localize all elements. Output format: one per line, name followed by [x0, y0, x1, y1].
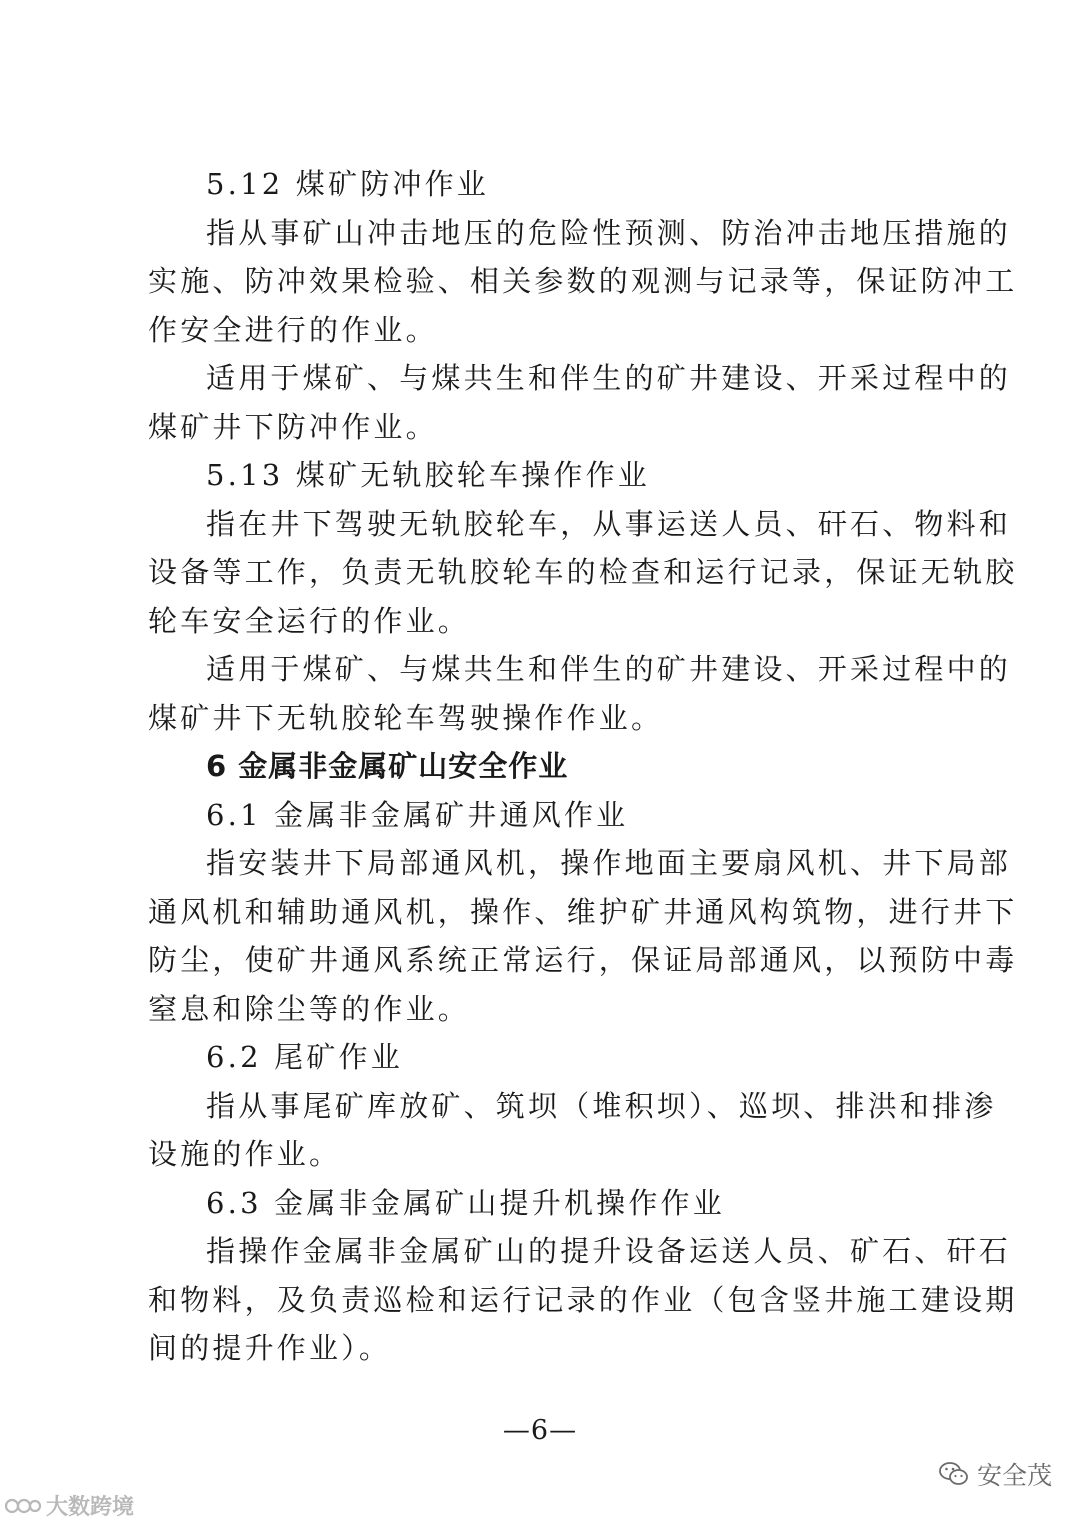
watermark-account-name: 安全茂	[976, 1461, 1052, 1490]
paragraph-line: 轮车安全运行的作业。	[148, 603, 471, 638]
section-6-1-title: 6.1 金属非金属矿井通风作业	[206, 797, 629, 832]
paragraph-line: 指从事矿山冲击地压的危险性预测、防治冲击地压措施的	[206, 215, 1012, 250]
paragraph-line: 指操作金属非金属矿山的提升设备运送人员、矿石、矸石	[206, 1234, 1012, 1268]
paragraph-line: 适用于煤矿、与煤共生和伴生的矿井建设、开采过程中的	[206, 652, 1012, 686]
section-6-heading: 6 金属非金属矿山安全作业	[206, 749, 569, 783]
section-6-3-title: 6.3 金属非金属矿山提升机操作作业	[206, 1185, 725, 1220]
paragraph-line: 和物料，及负责巡检和运行记录的作业（包含竖井施工建设期	[148, 1282, 1018, 1317]
watermark-account	[939, 1456, 1052, 1492]
paragraph-line: 指安装井下局部通风机，操作地面主要扇风机、井下局部	[206, 846, 1012, 880]
paragraph-line: 煤矿井下无轨胶轮车驾驶操作作业。	[148, 700, 664, 735]
paragraph-line: 设备等工作，负责无轨胶轮车的检查和运行记录，保证无轨胶	[148, 555, 1018, 589]
paragraph-line: 指从事尾矿库放矿、筑坝（堆积坝）、巡坝、排洪和排渗	[206, 1088, 997, 1123]
section-5-12-title: 5.12 煤矿防冲作业	[206, 167, 489, 201]
section-6-2-title: 6.2 尾矿作业	[206, 1040, 403, 1074]
paragraph-line: 防尘，使矿井通风系统正常运行，保证局部通风，以预防中毒	[148, 943, 1018, 977]
watermark-source-name: 大数跨境	[46, 1495, 135, 1520]
paragraph-line: 作安全进行的作业。	[148, 312, 438, 347]
paragraph-line: 间的提升作业）。	[148, 1331, 392, 1365]
paragraph-line: 实施、防冲效果检验、相关参数的观测与记录等，保证防冲工	[148, 264, 1018, 298]
page-number: —6—	[502, 1415, 578, 1446]
paragraph-line: 煤矿井下防冲作业。	[148, 409, 438, 444]
paragraph-line: 窒息和除尘等的作业。	[148, 991, 471, 1026]
paragraph-line: 适用于煤矿、与煤共生和伴生的矿井建设、开采过程中的	[206, 361, 1012, 395]
document-body	[148, 160, 1018, 1373]
section-5-13-title: 5.13 煤矿无轨胶轮车操作作业	[206, 458, 650, 492]
paragraph-line: 通风机和辅助通风机，操作、维护矿井通风构筑物，进行井下	[148, 894, 1018, 929]
paragraph-line: 设施的作业。	[148, 1137, 342, 1171]
paragraph-line: 指在井下驾驶无轨胶轮车，从事运送人员、矸石、物料和	[206, 506, 1012, 541]
logo-icon	[4, 1495, 42, 1517]
watermark-source	[4, 1490, 134, 1521]
wechat-icon	[939, 1461, 969, 1487]
